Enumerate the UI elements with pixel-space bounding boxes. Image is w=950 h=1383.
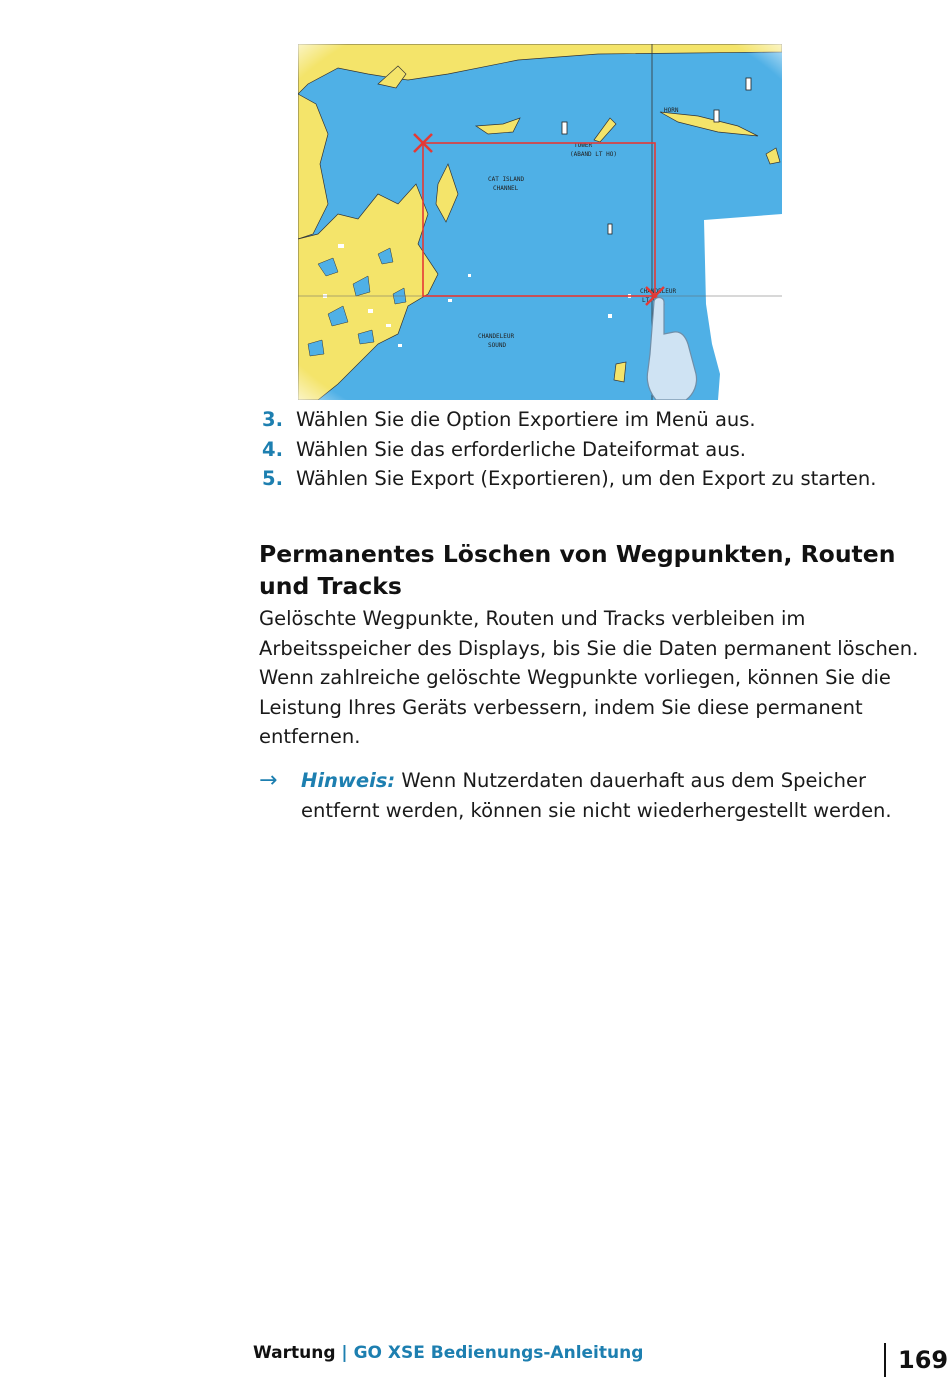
steps-list [262,408,942,497]
list-item [262,438,942,468]
chart-figure [298,44,782,400]
step-text: Wählen Sie Export (Exportieren), um den Export zu starten. [296,467,877,490]
note-label: Hinweis: [301,769,396,792]
step-number: 4. [262,437,283,461]
section-heading: Permanentes Löschen von Wegpunkten, Routen und Tracks [259,540,896,600]
note-body [301,766,892,825]
list-item [262,467,942,497]
footer-chapter: Wartung [253,1343,336,1363]
page-number: 169 [884,1343,948,1377]
body-line: entfernen. [259,725,361,748]
page-footer [253,1343,643,1363]
arrow-right-icon: → [259,768,278,793]
step-text: Wählen Sie das erforderliche Dateiformat aus. [296,437,746,461]
footer-manual-title: GO XSE Bedienungs-Anleitung [353,1343,644,1363]
body-paragraph [259,604,939,752]
list-item [262,408,942,438]
note-box [259,766,939,825]
step-number: 3. [262,408,283,431]
step-text: Wählen Sie die Option Exportiere im Menü aus. [296,408,756,431]
step-number: 5. [262,467,283,490]
nautical-chart-image [298,44,782,400]
footer-separator: | [335,1343,354,1363]
note-text-line: entfernt werden, können sie nicht wiederhergestellt werden. [301,798,892,822]
note-text-line: Wenn Nutzerdaten dauerhaft aus dem Speicher [395,769,867,792]
body-line: Wenn zahlreiche gelöschte Wegpunkte vorliegen, können Sie die [259,666,891,689]
body-line: Arbeitsspeicher des Displays, bis Sie die Daten permanent löschen. [259,636,919,660]
body-line: Leistung Ihres Geräts verbessern, indem Sie diese permanent [259,695,863,719]
body-line: Gelöschte Wegpunkte, Routen und Tracks verbleiben im [259,607,806,630]
